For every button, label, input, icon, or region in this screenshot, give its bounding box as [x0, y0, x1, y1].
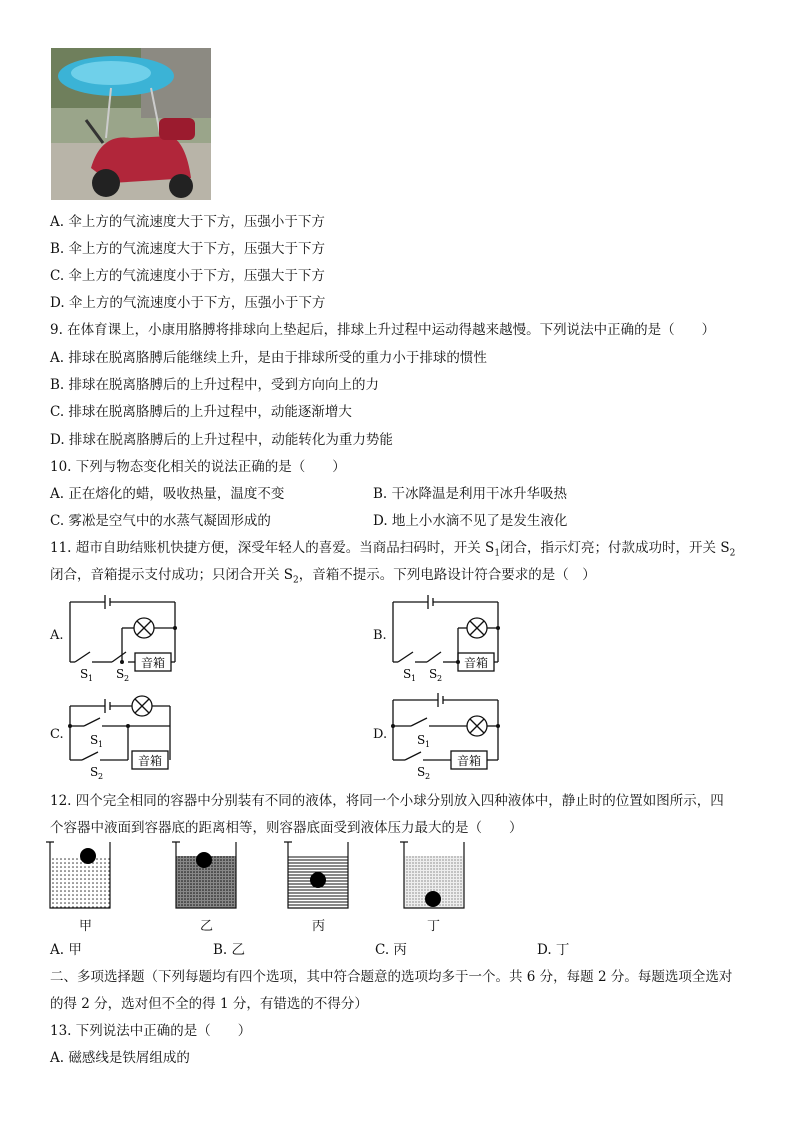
q9-option-c: C. 排球在脱离胳膊后的上升过程中，动能逐渐增大: [50, 404, 352, 420]
switch-s2-label: S: [90, 765, 99, 779]
subscript: 2: [425, 772, 431, 780]
q12-stem-line2: 个容器中液面到容器底的距离相等，则容器底面受到液体压力最大的是（ ）: [50, 820, 523, 836]
q11-stem-line1: [50, 536, 735, 559]
q11-stem-text: ，音箱不提示。下列电路设计符合要求的是（ ）: [298, 567, 596, 583]
q13-option-a: A. 磁感线是铁屑组成的: [50, 1050, 190, 1066]
q8-option-b: B. 伞上方的气流速度大于下方，压强大于下方: [50, 241, 326, 257]
q12-option-a: A. 甲: [50, 942, 82, 958]
q8-option-c: C. 伞上方的气流速度小于下方，压强大于下方: [50, 268, 325, 284]
q9-option-d: D. 排球在脱离胳膊后的上升过程中，动能转化为重力势能: [50, 432, 393, 448]
q12-option-d: D. 丁: [537, 942, 570, 958]
container-jia: [46, 842, 110, 908]
subscript: 1: [494, 548, 501, 559]
q12-option-b: B. 乙: [213, 942, 246, 958]
speaker-label: 音箱: [137, 754, 163, 768]
section2-heading-line2: 的得 2 分，选对但不全的得 1 分，有错选的不得分）: [50, 996, 368, 1012]
q9-option-b: B. 排球在脱离胳膊后的上升过程中，受到方向向上的力: [50, 377, 380, 393]
subscript: 2: [124, 674, 130, 682]
container-bing: [284, 842, 348, 908]
ball: [80, 848, 96, 864]
q11-stem-text: 闭合，指示灯亮；付款成功时，开关 S: [500, 540, 730, 556]
switch-s2-label: S: [429, 667, 438, 681]
scooter-umbrella-photo: [51, 48, 211, 200]
circuit-b-letter: B.: [373, 628, 387, 643]
subscript: 1: [98, 740, 104, 749]
circuit-diagram-c: [60, 688, 190, 780]
container-ding: [400, 842, 464, 908]
q12-option-c: C. 丙: [375, 942, 407, 958]
q11-stem-line2: [50, 563, 596, 586]
q8-option-d: D. 伞上方的气流速度小于下方，压强小于下方: [50, 295, 326, 311]
q12-stem-line1: 12. 四个完全相同的容器中分别装有不同的液体，将同一个小球分别放入四种液体中，静止时的位置如图所示，四: [50, 793, 724, 809]
q12-containers-figure: [40, 838, 480, 913]
ball: [310, 872, 326, 888]
q10-stem: 10. 下列与物态变化相关的说法正确的是（ ）: [50, 459, 346, 475]
container-label-bing: 丙: [312, 919, 326, 934]
subscript: 2: [729, 548, 736, 559]
switch-s2-label: S: [116, 667, 125, 681]
q10-option-d: D. 地上小水滴不见了是发生液化: [373, 513, 568, 529]
q11-stem-text: 11. 超市自助结账机快捷方便，深受年轻人的喜爱。当商品扫码时，开关 S: [50, 540, 495, 556]
subscript: 1: [88, 674, 94, 682]
circuit-a-letter: A.: [50, 628, 64, 643]
section2-heading-line1: 二、多项选择题（下列每题均有四个选项，其中符合题意的选项均多于一个。共 6 分，每题 2 分。每题选项全选对: [50, 969, 733, 985]
switch-s1-label: S: [417, 733, 426, 747]
subscript: 2: [437, 674, 443, 682]
q10-option-b: B. 干冰降温是利用干冰升华吸热: [373, 486, 568, 502]
circuit-c-letter: C.: [50, 727, 64, 742]
q13-stem: 13. 下列说法中正确的是（ ）: [50, 1023, 252, 1039]
switch-s1-label: S: [80, 667, 89, 681]
switch-s1-label: S: [90, 733, 99, 747]
subscript: 1: [411, 674, 417, 682]
speaker-label: 音箱: [456, 754, 482, 768]
switch-s1-label: S: [403, 667, 412, 681]
speaker-label: 音箱: [463, 656, 489, 670]
circuit-diagram-a: [60, 590, 190, 682]
q11-stem-text: 闭合，音箱提示支付成功；只闭合开关 S: [50, 567, 294, 583]
circuit-diagram-b: [383, 590, 513, 682]
ball: [425, 891, 441, 907]
q10-option-a: A. 正在熔化的蜡，吸收热量，温度不变: [50, 486, 285, 502]
ball: [196, 852, 212, 868]
subscript: 2: [98, 772, 104, 780]
subscript: 1: [425, 740, 431, 749]
speaker-label: 音箱: [140, 656, 166, 670]
container-yi: [172, 842, 236, 908]
container-label-jia: 甲: [79, 919, 93, 934]
container-label-ding: 丁: [427, 919, 441, 934]
switch-s2-label: S: [417, 765, 426, 779]
circuit-d-letter: D.: [373, 727, 388, 742]
subscript: 2: [293, 575, 299, 586]
q9-option-a: A. 排球在脱离胳膊后能继续上升，是由于排球所受的重力小于排球的惯性: [50, 350, 487, 366]
q10-option-c: C. 雾凇是空气中的水蒸气凝固形成的: [50, 513, 271, 529]
circuit-diagram-d: [383, 688, 513, 780]
container-label-yi: 乙: [200, 919, 214, 934]
q8-option-a: A. 伞上方的气流速度大于下方，压强小于下方: [50, 214, 325, 230]
q9-stem: 9. 在体育课上，小康用胳膊将排球向上垫起后，排球上升过程中运动得越来越慢。下列说法中正确的是（ ）: [50, 322, 716, 338]
